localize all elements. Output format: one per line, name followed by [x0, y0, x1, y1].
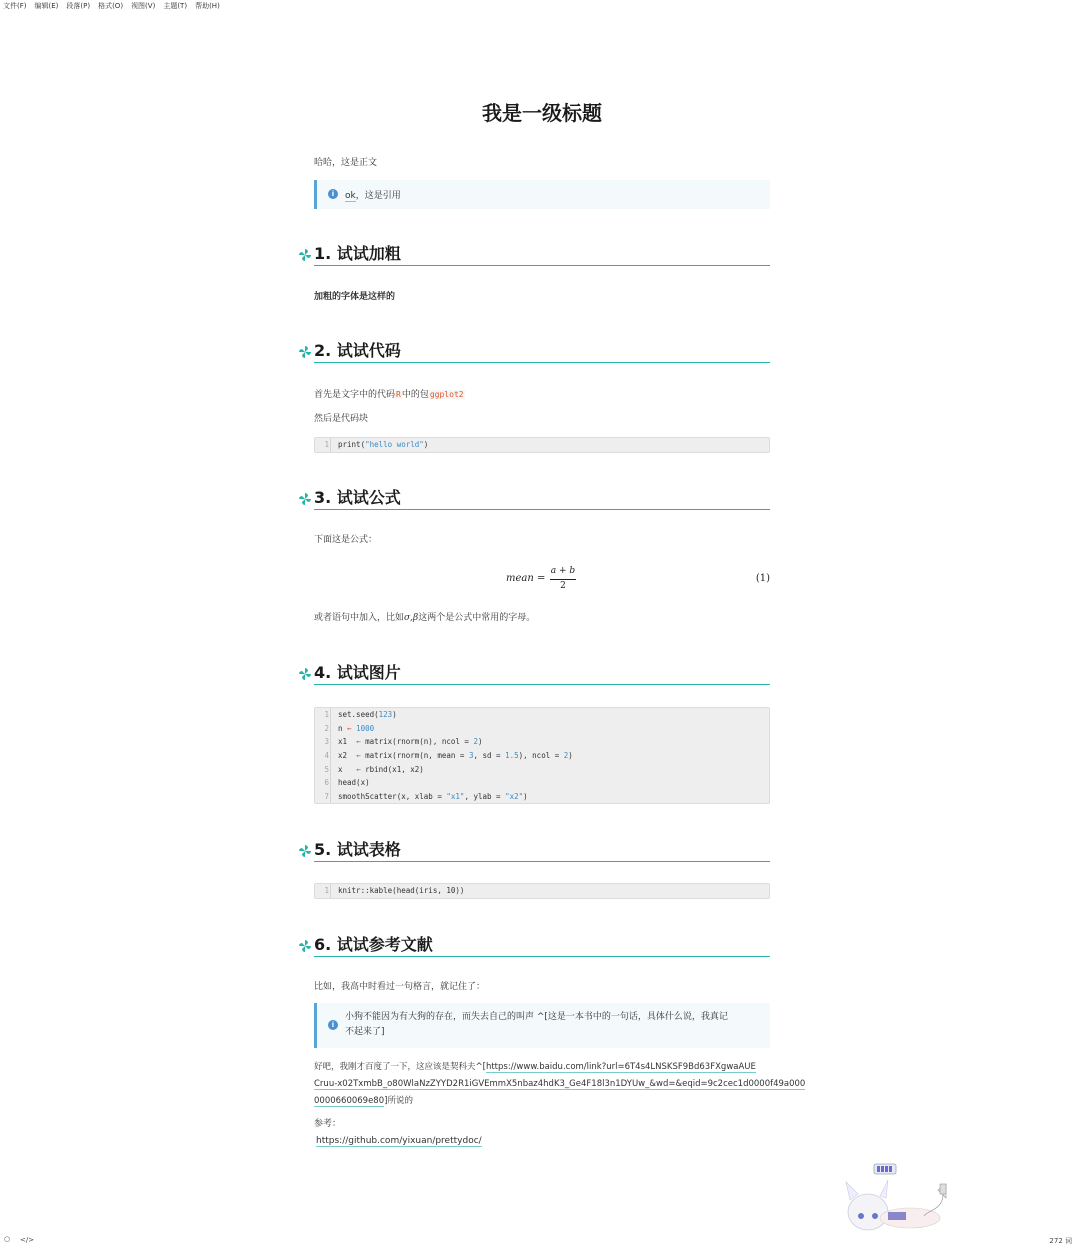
- pinwheel-icon: [298, 248, 312, 262]
- inline-code-ggplot2: ggplot2: [429, 390, 464, 399]
- heading-text: 6. 试试参考文献: [314, 935, 433, 954]
- formula-tag: (1): [755, 573, 770, 584]
- code-text: smoothScatter(x, xlab = "x1", ylab = "x2"): [338, 792, 528, 802]
- text-span: 中的包: [401, 390, 429, 400]
- pinwheel-icon: [298, 939, 312, 953]
- line-number: 6: [324, 778, 329, 788]
- menu-item[interactable]: 帮助(H): [195, 2, 220, 10]
- menu-item[interactable]: 编辑(E): [34, 2, 59, 10]
- line-number: 1: [324, 440, 329, 449]
- heading-text: 2. 试试代码: [314, 341, 401, 360]
- text-span: 或者语句中加入，比如: [314, 613, 405, 623]
- menu-item[interactable]: 主题(T): [163, 2, 188, 10]
- code-line: [315, 749, 769, 763]
- formula-lhs: mean =: [506, 573, 546, 584]
- text-span: 首先是文字中的代码: [314, 390, 396, 400]
- code-line: [315, 790, 769, 804]
- formula-intro: 下面这是公式：: [314, 535, 378, 545]
- sidebar-toggle-icon[interactable]: ○: [4, 1235, 11, 1243]
- reference-label: 参考：: [314, 1119, 342, 1129]
- heading-section-1: [314, 243, 770, 266]
- line-number: 4: [324, 751, 329, 761]
- code-block-intro: 然后是代码块: [314, 414, 369, 424]
- heading-text: 5. 试试表格: [314, 840, 401, 859]
- code-text: x2 ← matrix(rnorm(n, mean = 3, sd = 1.5), ncol = 2): [338, 751, 573, 761]
- code-string: "hello world": [365, 440, 424, 449]
- menu-item[interactable]: 视图(V): [131, 2, 156, 10]
- code-line: [315, 763, 769, 777]
- baidu-link-cont[interactable]: Cruu-x02TxmbB_o80WlaNzZYYD2R1iGVEmmX5nbaz4hdK3_Ge4F18l3n1DYUw_&wd=&eqid=9c2cec1d0000f49a000: [314, 1079, 806, 1089]
- footnote-paragraph: [314, 1059, 806, 1110]
- blockquote-1: [314, 180, 770, 209]
- heading-section-3: [314, 487, 770, 510]
- pinwheel-icon: [298, 844, 312, 858]
- code-text: head(x): [338, 778, 370, 788]
- display-formula: [314, 565, 770, 597]
- heading-text: 3. 试试公式: [314, 488, 401, 507]
- ref-intro-paragraph: 比如，我高中时看过一句格言，就记住了：: [314, 982, 486, 992]
- page-title: 我是一级标题: [482, 101, 602, 125]
- mascot-illustration: [828, 1160, 952, 1240]
- quote-ok-link[interactable]: ok: [345, 191, 356, 201]
- word-count[interactable]: 272 词: [1049, 1237, 1072, 1245]
- code-block-3[interactable]: [314, 883, 770, 899]
- line-number: 7: [324, 792, 329, 802]
- inline-formula-paragraph: [314, 612, 535, 625]
- inline-math: σ,β: [404, 613, 419, 623]
- quote-line-2: 不起来了]: [345, 1027, 385, 1037]
- code-block-2[interactable]: [314, 707, 770, 804]
- line-number: 3: [324, 737, 329, 747]
- code-line: [315, 722, 769, 736]
- baidu-link-end[interactable]: 0000660069e80: [314, 1096, 385, 1106]
- status-bar: [0, 1233, 1080, 1247]
- quote-text: ，这是引用: [355, 191, 401, 201]
- menu-item[interactable]: 文件(F): [3, 2, 27, 10]
- code-text: x1 ← matrix(rnorm(n), ncol = 2): [338, 737, 483, 747]
- info-icon: i: [328, 189, 338, 199]
- code-line: [315, 776, 769, 790]
- pinwheel-icon: [298, 667, 312, 681]
- code-block-1[interactable]: [314, 437, 770, 453]
- source-code-toggle-icon[interactable]: </>: [20, 1236, 35, 1244]
- menu-item[interactable]: 段落(P): [66, 2, 91, 10]
- code-intro-paragraph: [314, 388, 465, 402]
- line-number: 1: [324, 710, 329, 719]
- quote-line-1: 小狗不能因为有大狗的存在，而失去自己的叫声 ^[这是一本书中的一句话，具体什么说，我真记: [345, 1012, 728, 1022]
- code-end: ): [423, 440, 429, 449]
- text-span: 好吧，我刚才百度了一下，这应该是契科夫^[: [314, 1062, 486, 1072]
- intro-paragraph: 哈哈，这是正文: [314, 158, 378, 168]
- menu-bar: [0, 0, 1080, 14]
- formula-denominator: 2: [560, 581, 566, 591]
- line-number: 1: [324, 886, 329, 895]
- prettydoc-link[interactable]: https://github.com/yixuan/prettydoc/: [316, 1136, 482, 1146]
- inline-code-r: R: [396, 390, 401, 399]
- code-line: [315, 708, 769, 722]
- pinwheel-icon: [298, 345, 312, 359]
- bold-paragraph: 加粗的字体是这样的: [314, 292, 396, 302]
- text-span: ]所说的: [384, 1096, 413, 1106]
- heading-section-6: [314, 934, 770, 957]
- code-text: n ← 1000: [338, 723, 375, 733]
- heading-section-4: [314, 662, 770, 685]
- code-text: set.seed(123): [338, 710, 397, 719]
- code-fn: print(: [338, 440, 366, 449]
- pinwheel-icon: [298, 492, 312, 506]
- text-span: 这两个是公式中常用的字母。: [418, 613, 536, 623]
- code-text: knitr::kable(head(iris, 10)): [338, 886, 465, 895]
- line-number: 2: [324, 723, 329, 733]
- heading-section-2: [314, 340, 770, 363]
- heading-section-5: [314, 839, 770, 862]
- line-number: 5: [324, 764, 329, 774]
- info-icon: i: [328, 1020, 338, 1030]
- formula-numerator: a + b: [550, 566, 576, 576]
- baidu-link[interactable]: https://www.baidu.com/link?url=6T4s4LNSKSF9Bd63FXgwaAUE: [485, 1062, 756, 1072]
- heading-text: 4. 试试图片: [314, 663, 401, 682]
- blockquote-2: [314, 1003, 770, 1048]
- reference-link-wrap: [316, 1135, 482, 1148]
- code-text: x ← rbind(x1, x2): [338, 764, 424, 774]
- heading-text: 1. 试试加粗: [314, 244, 401, 263]
- code-line: [315, 735, 769, 749]
- menu-item[interactable]: 格式(O): [98, 2, 124, 10]
